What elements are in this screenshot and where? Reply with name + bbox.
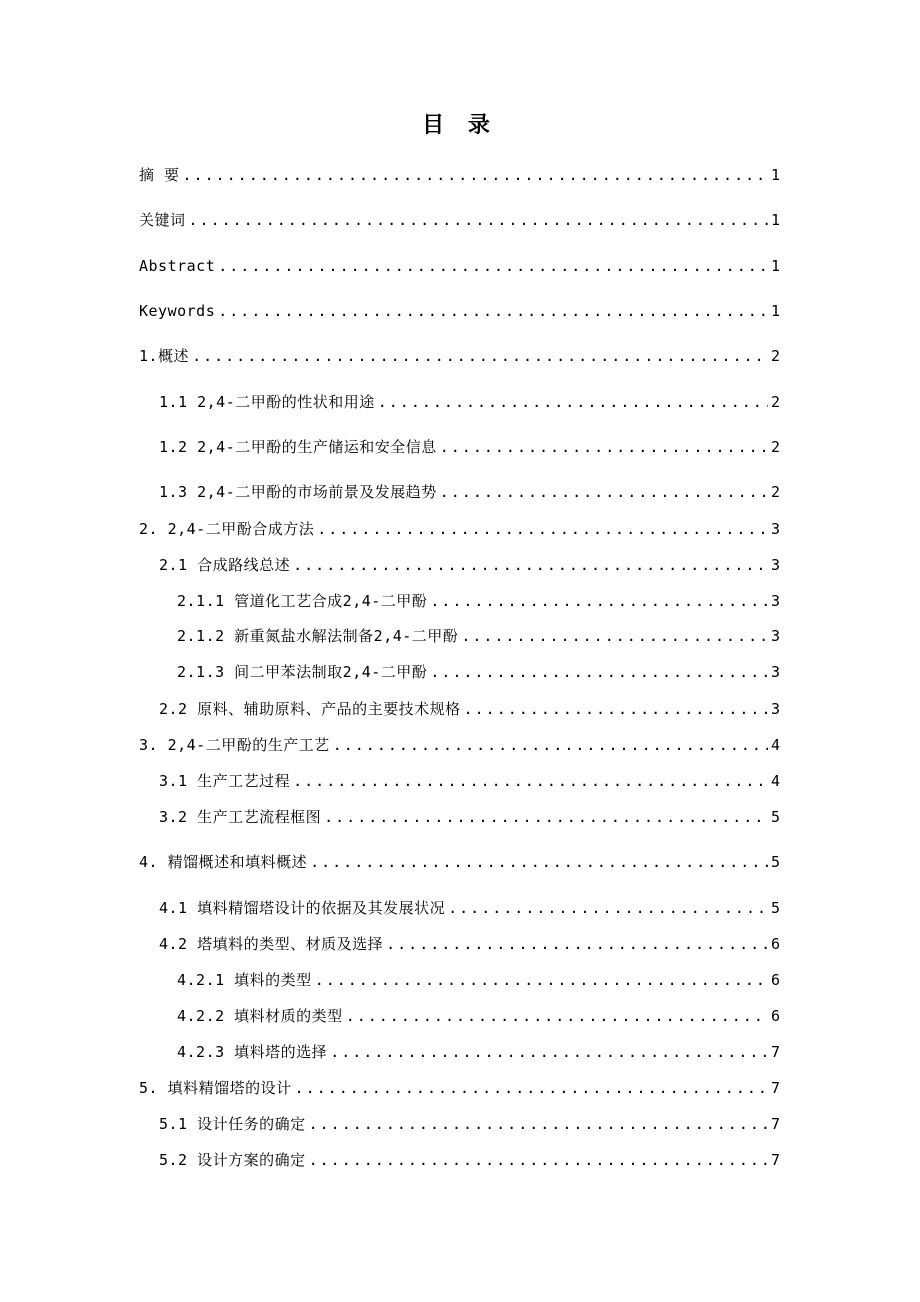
toc-entry-abstract-en[interactable] [139,254,780,278]
toc-page-number: 3 [770,556,780,574]
toc-entry-section-3-1[interactable] [159,769,780,793]
toc-page-number: 7 [770,1043,780,1061]
toc-entry-label: 4.2.3 填料塔的选择 [177,1043,328,1061]
toc-dot-leader [192,344,768,368]
toc-entry-section-4-2-3[interactable] [177,1040,780,1064]
toc-entry-label: Abstract [139,257,216,275]
toc-dot-leader [295,1076,768,1100]
toc-dot-leader [448,896,768,920]
toc-page-number: 3 [770,520,780,538]
toc-entry-label: 2.1.3 间二甲苯法制取2,4-二甲酚 [177,663,428,681]
toc-entry-label: 1.1 2,4-二甲酚的性状和用途 [159,393,375,411]
toc-page-number: 6 [770,971,780,989]
toc-dot-leader [378,390,768,414]
toc-page-number: 3 [770,627,780,645]
toc-page-number: 3 [770,700,780,718]
toc-entry-label: 关键词 [139,211,186,229]
toc-entry-section-3[interactable] [139,733,780,757]
toc-page-number: 2 [770,347,780,365]
toc-dot-leader [189,208,768,232]
toc-entry-section-5-2[interactable] [159,1148,780,1172]
toc-dot-leader [310,850,768,874]
toc-entry-section-3-2[interactable] [159,805,780,829]
toc-page-number: 5 [770,808,780,826]
toc-entry-label: 4. 精馏概述和填料概述 [139,853,308,871]
toc-page-number: 5 [770,853,780,871]
toc-dot-leader [218,299,768,323]
toc-entry-label: 2. 2,4-二甲酚合成方法 [139,520,315,538]
toc-dot-leader [386,932,768,956]
toc-page-number: 6 [770,935,780,953]
toc-dot-leader [324,805,768,829]
toc-page-number: 7 [770,1115,780,1133]
toc-entry-section-4-2-1[interactable] [177,968,780,992]
toc-entry-section-5[interactable] [139,1076,780,1100]
toc-entry-section-2[interactable] [139,517,780,541]
toc-entry-section-2-1-2[interactable] [177,624,780,648]
toc-entry-label: 2.1.2 新重氮盐水解法制备2,4-二甲酚 [177,627,459,645]
toc-dot-leader [317,517,768,541]
toc-entry-section-2-1-1[interactable] [177,589,780,613]
toc-page-number: 7 [770,1079,780,1097]
toc-page-number: 3 [770,663,780,681]
toc-dot-leader [183,163,768,187]
toc-entry-section-2-2[interactable] [159,697,780,721]
toc-entry-section-4[interactable] [139,850,780,874]
toc-entry-label: 5.1 设计任务的确定 [159,1115,306,1133]
toc-entry-label: 3. 2,4-二甲酚的生产工艺 [139,736,330,754]
toc-entry-keywords-cn[interactable] [139,208,780,232]
toc-page-number: 1 [770,302,780,320]
toc-entry-label: 1.概述 [139,347,190,365]
toc-entry-label: 3.1 生产工艺过程 [159,772,291,790]
toc-page-number: 4 [770,772,780,790]
toc-entry-label: 5.2 设计方案的确定 [159,1151,306,1169]
toc-dot-leader [309,1112,768,1136]
toc-dot-leader [430,589,768,613]
toc-entry-label: 1.2 2,4-二甲酚的生产储运和安全信息 [159,438,437,456]
toc-page-number: 3 [770,592,780,610]
toc-dot-leader [440,435,768,459]
toc-page-number: 6 [770,1007,780,1025]
toc-entry-section-4-1[interactable] [159,896,780,920]
toc-dot-leader [464,697,768,721]
toc-page-number: 1 [770,257,780,275]
toc-dot-leader [346,1004,768,1028]
toc-entry-label: 1.3 2,4-二甲酚的市场前景及发展趋势 [159,483,437,501]
toc-page-number: 2 [770,438,780,456]
toc-entry-section-1[interactable] [139,344,780,368]
toc-entry-section-1-3[interactable] [159,480,780,504]
toc-dot-leader [293,553,768,577]
toc-page-number: 5 [770,899,780,917]
toc-entry-section-4-2-2[interactable] [177,1004,780,1028]
toc-entry-label: 摘 要 [139,166,180,184]
toc-entry-label: Keywords [139,302,216,320]
toc-entry-section-2-1-3[interactable] [177,660,780,684]
page-title: 目 录 [422,113,498,138]
toc-entry-label: 4.2.2 填料材质的类型 [177,1007,343,1025]
toc-entry-label: 4.1 填料精馏塔设计的依据及其发展状况 [159,899,446,917]
toc-entry-section-5-1[interactable] [159,1112,780,1136]
toc-dot-leader [330,1040,768,1064]
toc-dot-leader [461,624,768,648]
toc-entry-label: 2.2 原料、辅助原料、产品的主要技术规格 [159,700,461,718]
toc-entry-section-2-1[interactable] [159,553,780,577]
toc-entry-label: 5. 填料精馏塔的设计 [139,1079,292,1097]
toc-page-number: 2 [770,393,780,411]
toc-dot-leader [430,660,768,684]
toc-entry-abstract-cn[interactable] [139,163,780,187]
toc-dot-leader [293,769,768,793]
toc-entry-section-1-2[interactable] [159,435,780,459]
toc-entry-section-1-1[interactable] [159,390,780,414]
toc-dot-leader [309,1148,768,1172]
toc-entry-keywords-en[interactable] [139,299,780,323]
toc-dot-leader [333,733,768,757]
toc-page-number: 1 [770,166,780,184]
toc-entry-label: 4.2 塔填料的类型、材质及选择 [159,935,384,953]
toc-entry-label: 2.1.1 管道化工艺合成2,4-二甲酚 [177,592,428,610]
toc-entry-label: 2.1 合成路线总述 [159,556,291,574]
toc-page-number: 2 [770,483,780,501]
toc-page-number: 4 [770,736,780,754]
toc-page-number: 7 [770,1151,780,1169]
toc-dot-leader [315,968,768,992]
toc-dot-leader [218,254,768,278]
toc-entry-label: 3.2 生产工艺流程框图 [159,808,322,826]
toc-entry-label: 4.2.1 填料的类型 [177,971,312,989]
toc-page-number: 1 [770,211,780,229]
toc-entry-section-4-2[interactable] [159,932,780,956]
toc-dot-leader [440,480,768,504]
